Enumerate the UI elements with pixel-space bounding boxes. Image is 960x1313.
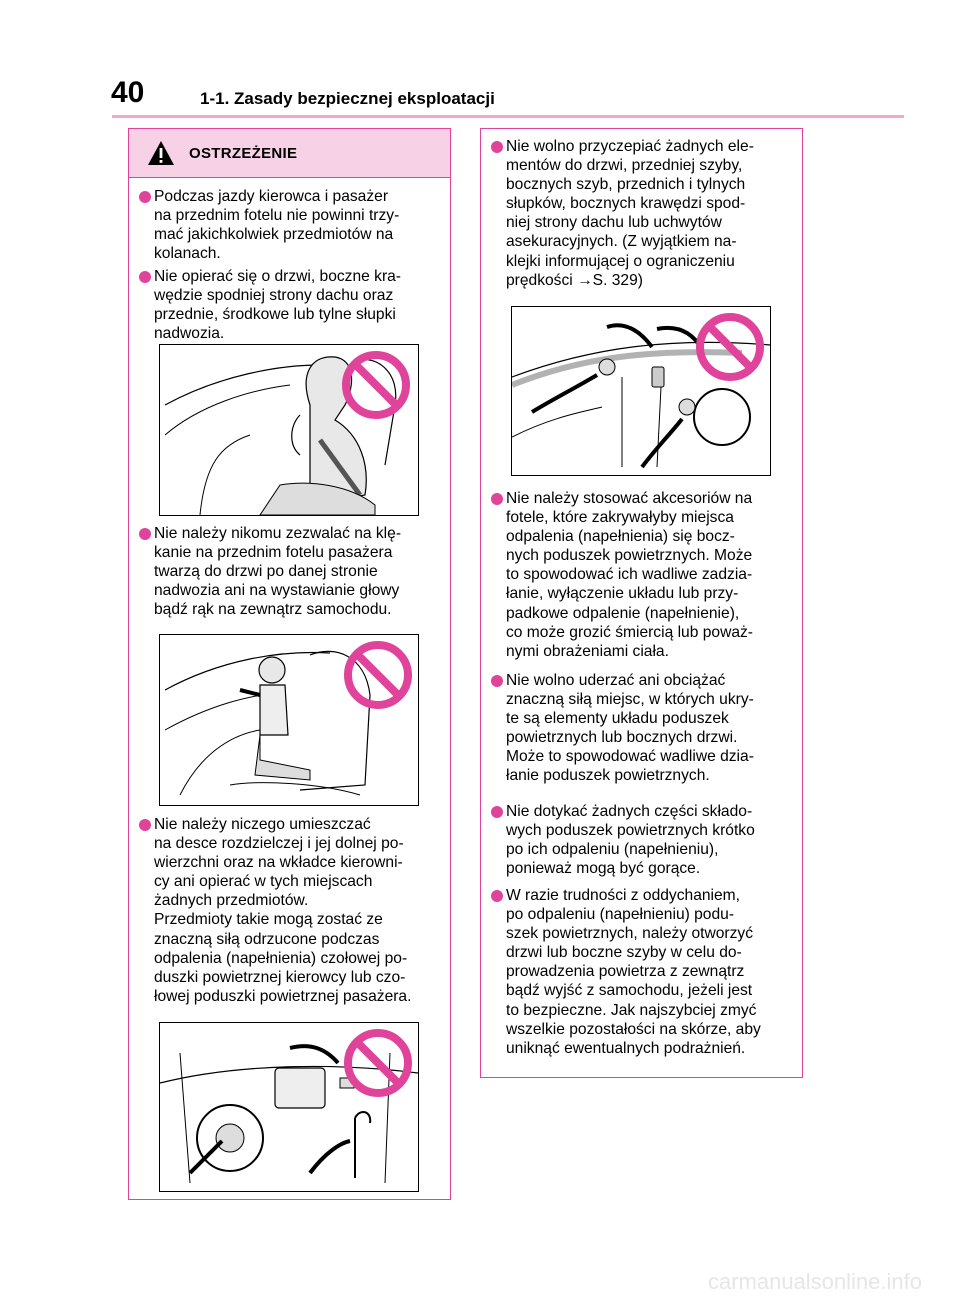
illustration-attached-objects: [511, 306, 771, 476]
bullet-text: Nie należy niczego umieszczać na desce rozdzielczej i jej dolnej po- wierzchni oraz na wkładce kierowni- cy ani opierać w tych miejscach żadnych przedmiotów. Przedmioty takie mogą zostać ze znaczną siłą odrzucone podczas odpalenia (napełnienia) czołowej po- duszki powietrznej kierowcy lub czo- łowej poduszki powietrznej pasażera.: [154, 816, 412, 1005]
bullet-text: Nie należy nikomu zezwalać na klę- kanie na przednim fotelu pasażera twarzą do drzwi po danej stronie nadwozia ani na wystawianie głowy bądź rąk na zewnątrz samochodu.: [154, 525, 402, 619]
bullet-text: Nie należy stosować akcesoriów na fotele, które zakrywałyby miejsca odpalenia (napełnienia) się bocz- nych poduszek powietrznych. Może to spowodować ich wadliwe zadzia- łanie, wyłączenie układu lub przy- padkowe odpalenie (napełnienie), co może grozić śmiercią lub poważ- nymi obrażeniami ciała.: [506, 490, 753, 660]
bullet-text: W razie trudności z oddychaniem, po odpaleniu (napełnieniu) podu- szek powietrznych, należy otworzyć drzwi lub boczne szyby w celu do- prowadzenia powietrza z zewnątrz bądź wyjść z samochodu, jeżeli jest to bezpieczne. Jak najszybciej zmyć wszelkie pozostałości na skórze, aby uniknąć ewentualnych podrażnień.: [506, 887, 761, 1057]
bullet-dot: [139, 191, 151, 203]
bullet-text: Nie opierać się o drzwi, boczne kra- wędzie spodniej strony dachu oraz przednie, środkowe lub tylne słupki nadwozia.: [154, 268, 402, 343]
bullet-dot: [491, 890, 503, 902]
bullet-item: [489, 802, 794, 878]
prohibition-icon: [694, 311, 766, 383]
bullet-dot: [491, 806, 503, 818]
section-title: 1-1. Zasady bezpiecznej eksploatacji: [200, 89, 495, 108]
watermark: carmanualsonline.info: [707, 1269, 922, 1294]
bullet-item: [137, 524, 442, 619]
bullet-item: [137, 187, 442, 263]
bullet-text: Nie wolno przyczepiać żadnych ele- mentów do drzwi, przedniej szyby, bocznych szyb, przednich i tylnych słupków, bocznych krawędzi spod- niej strony dachu lub uchwytów asekuracyjnych. (Z wyjątkiem na- klejki informującej o ograniczeniu prędkości →S. 329): [506, 138, 754, 289]
bullet-dot: [139, 271, 151, 283]
bullet-text: Nie wolno uderzać ani obciążać znaczną siłą miejsc, w których ukry- te są elementy układu poduszek powietrznych lub bocznych drzwi. Może to spowodować wadliwe dzia- łanie poduszek powietrznych.: [506, 672, 754, 785]
prohibition-icon: [342, 1027, 414, 1099]
illustration-holding-objects: [159, 344, 419, 516]
warning-icon: [147, 140, 175, 166]
bullet-item: [489, 671, 794, 786]
illustration-dashboard-objects: [159, 1022, 419, 1192]
illustration-kneeling-on-seat: [159, 634, 419, 806]
warning-panel-right: [480, 128, 803, 1078]
bullet-item: [489, 137, 794, 290]
bullet-item: [489, 489, 794, 661]
bullet-item: [137, 267, 442, 343]
bullet-item: [137, 815, 442, 1006]
bullet-item: [489, 886, 794, 1058]
prohibition-icon: [340, 349, 412, 421]
prohibition-icon: [342, 639, 414, 711]
bullet-dot: [491, 141, 503, 153]
bullet-text: Nie dotykać żadnych części składo- wych poduszek powietrznych krótko po ich odpaleniu (napełnieniu), ponieważ mogą być gorące.: [506, 803, 755, 878]
bullet-text: Podczas jazdy kierowca i pasażer na przednim fotelu nie powinni trzy- mać jakichkolwiek przedmiotów na kolanach.: [154, 188, 400, 263]
warning-title: OSTRZEŻENIE: [189, 144, 298, 162]
warning-panel-left: [128, 128, 451, 1200]
header-rule: [112, 115, 904, 118]
bullet-dot: [491, 675, 503, 687]
bullet-dot: [139, 528, 151, 540]
page-number: 40: [111, 76, 145, 109]
bullet-dot: [491, 493, 503, 505]
bullet-dot: [139, 819, 151, 831]
warning-header: [129, 129, 450, 178]
